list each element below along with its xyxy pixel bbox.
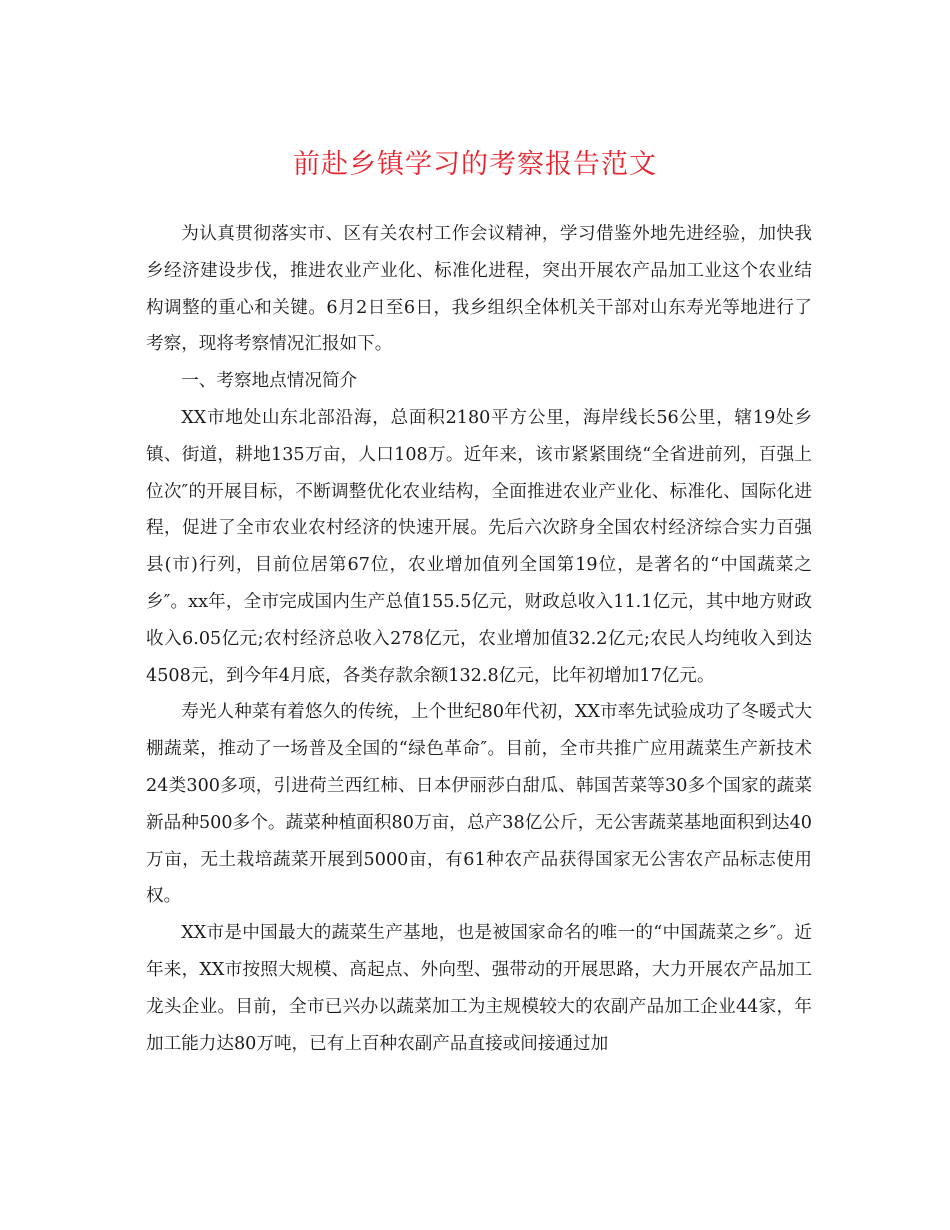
paragraph-intro: 为认真贯彻落实市、区有关农村工作会议精神，学习借鉴外地先进经验，加快我乡经济建设步伐，推进农业产业化、标准化进程，突出开展农产品加工业这个农业结构调整的重心和关键。6月2日至6日，我乡组织全体机关干部对山东寿光等地进行了考察，现将考察情况汇报如下。	[146, 224, 812, 355]
section-heading: 一、考察地点情况简介	[181, 371, 358, 392]
document-body	[146, 216, 812, 1062]
document-title: 前赴乡镇学习的考察报告范文	[293, 149, 657, 180]
paragraph-vegetable-tradition: 寿光人种菜有着悠久的传统，上个世纪80年代初，XX市率先试验成功了冬暖式大棚蔬菜，推动了一场普及全国的“绿色革命″。目前，全市共推广应用蔬菜生产新技术24类300多项，引进荷兰西红柿、日本伊丽莎白甜瓜、韩国苦菜等30多个国家的蔬菜新品种500多个。蔬菜种植面积80万亩，总产38亿公斤，无公害蔬菜基地面积到达40万亩，无土栽培蔬菜开展到5000亩，有61种农产品获得国家无公害农产品标志使用权。	[146, 702, 812, 907]
paragraph-processing-enterprises: XX市是中国最大的蔬菜生产基地，也是被国家命名的唯一的“中国蔬菜之乡″。近年来，XX市按照大规模、高起点、外向型、强带动的开展思路，大力开展农产品加工龙头企业。目前，全市已兴办以蔬菜加工为主规模较大的农副产品加工企业44家，年加工能力达80万吨，已有上百种农副产品直接或间接通过加	[146, 923, 812, 1054]
paragraph-city-overview: XX市地处山东北部沿海，总面积2180平方公里，海岸线长56公里，辖19处乡镇、街道，耕地135万亩，人口108万。近年来，该市紧紧围绕“全省进前列，百强上位次″的开展目标，不断调整优化农业结构，全面推进农业产业化、标准化、国际化进程，促进了全市农业农村经济的快速开展。先后六次跻身全国农村经济综合实力百强县(市)行列，目前位居第67位，农业增加值列全国第19位，是著名的“中国蔬菜之乡″。xx年，全市完成国内生产总值155.5亿元，财政总收入11.1亿元，其中地方财政收入6.05亿元;农村经济总收入278亿元，农业增加值32.2亿元;农民人均纯收入到达4508元，到今年4月底，各类存款余额132.8亿元，比年初增加17亿元。	[146, 407, 812, 686]
